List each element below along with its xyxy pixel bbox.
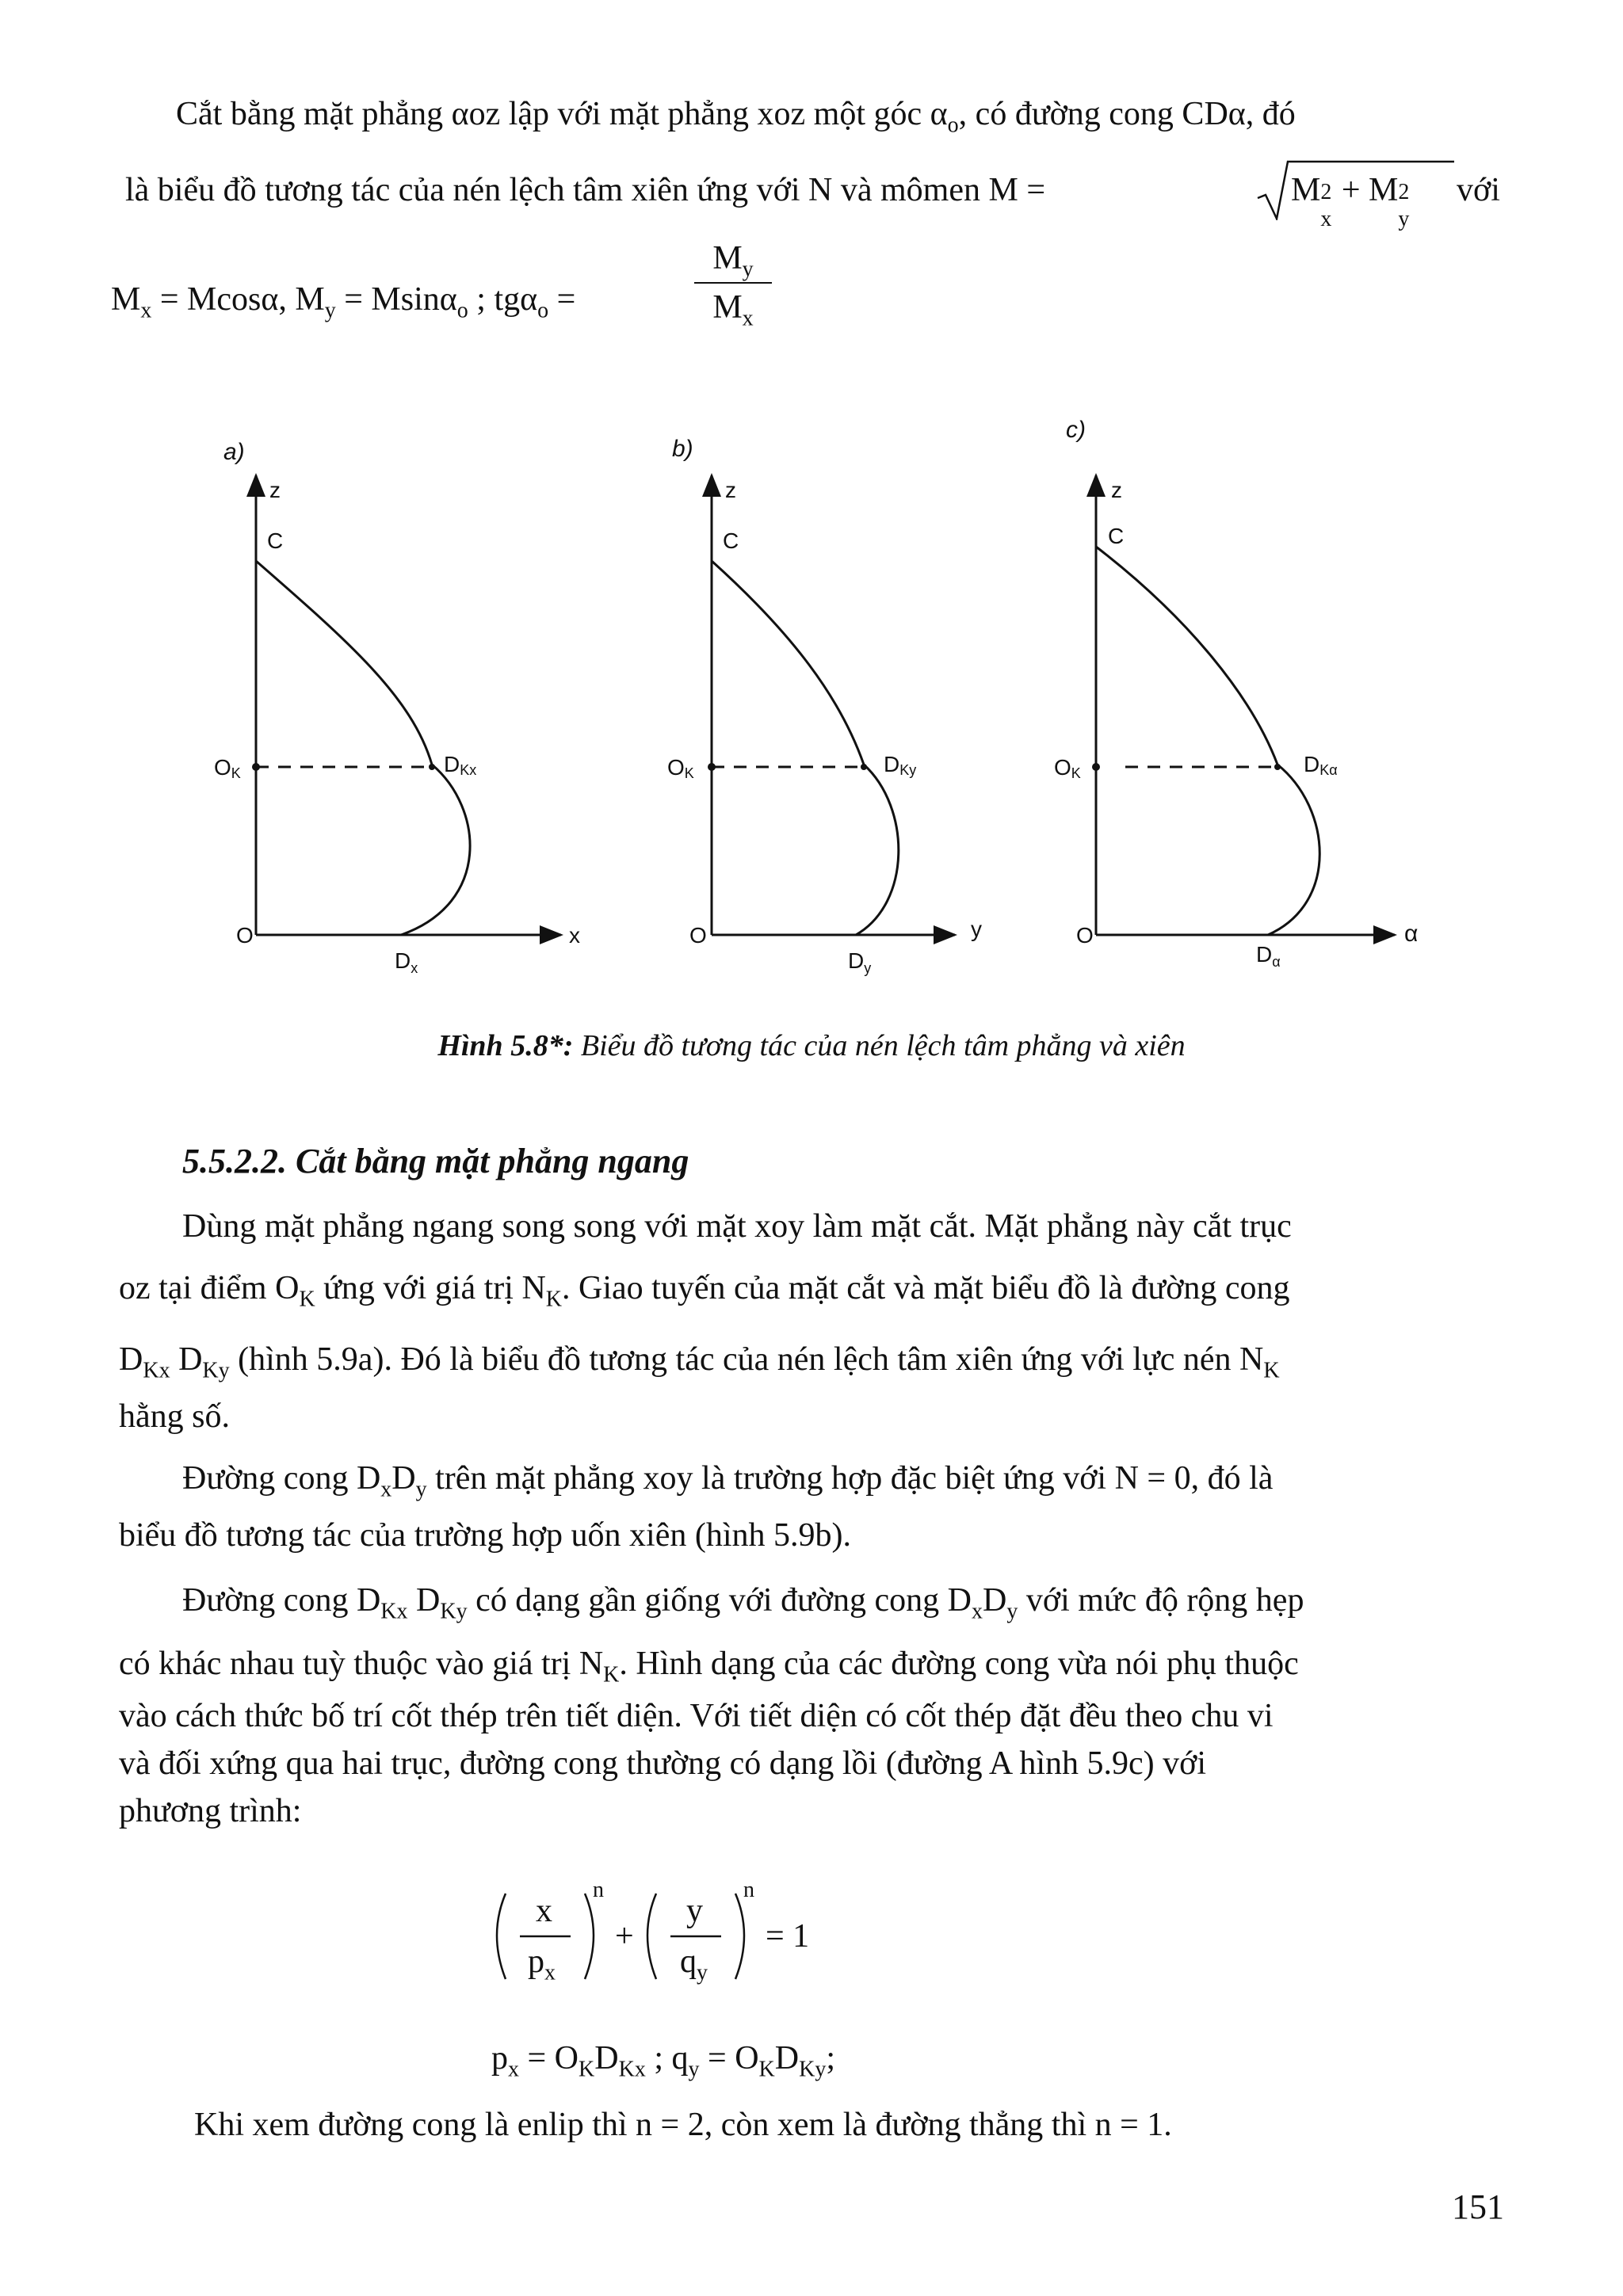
- panel-a-ok-point: [252, 763, 260, 771]
- p2-line-1: [182, 1458, 1274, 1502]
- p1-l3c: (hình 5.9a). Đó là biểu đồ tương tác của nén lệch tâm xiên ứng với lực nén N: [229, 1341, 1264, 1378]
- panel-b-ok-point: [708, 763, 716, 771]
- p1-l2-sub2: K: [545, 1287, 563, 1312]
- p3-l1c: có dạng gần giống với đường cong D: [467, 1582, 972, 1619]
- eq-n-2: n: [743, 1878, 754, 1902]
- p3-l1-sub3: x: [972, 1599, 983, 1624]
- p1-line-2: [119, 1268, 1290, 1312]
- eq-x: x: [536, 1893, 552, 1929]
- panel-b-curve: [712, 561, 899, 935]
- panel-a-dk-label: DKx: [444, 752, 477, 778]
- mx-label-sub: x: [140, 298, 152, 323]
- p3-l1-sub4: y: [1006, 1599, 1018, 1624]
- panel-c-ok-label: OK: [1054, 755, 1081, 781]
- def-g: ;: [826, 2040, 836, 2077]
- def-d-sub: y: [688, 2057, 700, 2082]
- eq-plus: +: [615, 1918, 634, 1955]
- def-f-sub: Ky: [799, 2057, 827, 2082]
- panel-b: [667, 436, 982, 976]
- panel-c-c-label: C: [1108, 524, 1125, 548]
- p1-l2c: . Giao tuyến của mặt cắt và mặt biểu đồ là đường cong: [562, 1270, 1290, 1306]
- frac-den-sub: x: [742, 306, 754, 331]
- intro-line-1-text: Cắt bằng mặt phẳng αoz lập với mặt phẳng xoz một góc α: [176, 96, 948, 132]
- panel-c-curve: [1096, 547, 1319, 935]
- mcos-text: = Mcosα, M: [151, 281, 325, 318]
- equals-text: =: [548, 281, 576, 318]
- p1-l2a: oz tại điểm O: [119, 1270, 300, 1306]
- tg-sub: o: [537, 298, 549, 323]
- p3-line-3: [119, 1695, 1274, 1737]
- panel-c-ok-point: [1092, 763, 1100, 771]
- p1-l2b: ứng với giá trị N: [315, 1270, 546, 1306]
- panel-c-tag: c): [1066, 417, 1086, 443]
- intro-line-2-text: là biểu đồ tương tác của nén lệch tâm xiên ứng với N và mômen M =: [125, 172, 1046, 208]
- p3-l1e: với mức độ rộng hẹp: [1018, 1582, 1304, 1619]
- mx-label: M: [111, 281, 141, 318]
- figure-caption: [0, 1028, 1623, 1063]
- def-e: = O: [699, 2040, 759, 2077]
- p3-l2-sub: K: [603, 1662, 620, 1688]
- eq-n-1: n: [593, 1878, 604, 1902]
- intro-line-3: [111, 279, 576, 323]
- p3-l1d: D: [983, 1582, 1007, 1619]
- panel-a-ok-label: OK: [214, 755, 241, 781]
- intro-line-1-sub: o: [947, 113, 959, 138]
- p1-line-1: [182, 1206, 1292, 1247]
- p3-l1-sub2: Ky: [440, 1599, 468, 1624]
- def-b-sub: K: [579, 2057, 595, 2082]
- panel-a: [214, 439, 580, 976]
- p3-line-4: [119, 1743, 1206, 1784]
- p3-line-1: [182, 1580, 1304, 1624]
- panel-a-dk-point: [429, 764, 435, 770]
- def-c-sub: Kx: [618, 2057, 646, 2082]
- p3-l1-sub1: Kx: [380, 1599, 408, 1624]
- intro-line-2: [125, 170, 1045, 211]
- panel-c-dk-label: DKα: [1304, 752, 1338, 778]
- panel-b-z-label: z: [725, 478, 736, 502]
- panel-a-x-label: x: [569, 923, 580, 948]
- frac-den: M: [712, 289, 743, 326]
- panel-b-y-label: y: [971, 917, 982, 941]
- panel-b-dk-label: DKy: [884, 752, 917, 778]
- panel-c-o-label: O: [1076, 923, 1094, 948]
- p1-l3b: D: [170, 1341, 203, 1378]
- p3-l2b: . Hình dạng của các đường cong vừa nói phụ thuộc: [619, 1646, 1299, 1682]
- p3-line-3-text: vào cách thức bố trí cốt thép trên tiết diện. Với tiết diện có cốt thép đặt đều theo chu vi: [119, 1698, 1274, 1734]
- fraction-bar: [694, 282, 772, 284]
- p1-l3-sub3: K: [1263, 1358, 1280, 1383]
- p1-l3-sub1: Kx: [143, 1358, 170, 1383]
- tg-text: ; tgα: [468, 281, 538, 318]
- panel-b-o-label: O: [689, 923, 707, 948]
- intro-line-1: [176, 93, 1296, 138]
- def-a: p: [491, 2040, 508, 2077]
- p3-line-4-text: và đối xứng qua hai trục, đường cong thường có dạng lồi (đường A hình 5.9c) với: [119, 1745, 1207, 1782]
- p1-line-3: [119, 1339, 1280, 1383]
- p2-l1c: trên mặt phẳng xoy là trường hợp đặc biệt ứng với N = 0, đó là: [426, 1460, 1274, 1497]
- def-b: = O: [519, 2040, 579, 2077]
- equation: [483, 1878, 848, 1997]
- interaction-diagram-figure: [0, 396, 1623, 998]
- panel-a-z-label: z: [269, 478, 281, 502]
- p2-l1b: D: [391, 1460, 416, 1497]
- p1-line-4: [119, 1396, 230, 1437]
- p1-l3-sub2: Ky: [202, 1358, 230, 1383]
- panel-b-c-label: C: [723, 528, 739, 553]
- radicand-mx: M: [1291, 172, 1321, 208]
- p2-l1a: Đường cong D: [182, 1460, 381, 1497]
- p1-l2-sub1: K: [299, 1287, 315, 1312]
- intro-line-1-end: , có đường cong CDα, đó: [958, 96, 1296, 132]
- last-line: [194, 2104, 1172, 2145]
- page-number: 151: [1452, 2187, 1504, 2226]
- def-c: D: [594, 2040, 619, 2077]
- section-heading: 5.5.2.2. Cắt bằng mặt phẳng ngang: [182, 1142, 689, 1180]
- panel-b-ok-label: OK: [667, 755, 694, 781]
- p3-l1b: D: [407, 1582, 441, 1619]
- def-a-sub: x: [508, 2057, 519, 2082]
- frac-num-sub: y: [742, 257, 754, 282]
- p1-line-4-text: hằng số.: [119, 1398, 230, 1435]
- panel-a-o-label: O: [236, 923, 254, 948]
- eq-rhs: = 1: [766, 1918, 810, 1955]
- figure-caption-text: Biểu đồ tương tác của nén lệch tâm phẳng và xiên: [573, 1029, 1186, 1062]
- p2-line-2: [119, 1515, 851, 1556]
- panel-c-dk-point: [1274, 764, 1281, 770]
- msin-sub: o: [456, 298, 468, 323]
- def-d: ; q: [645, 2040, 689, 2077]
- p3-l1a: Đường cong D: [182, 1582, 381, 1619]
- eq-px: $p_x$: [528, 1943, 556, 1985]
- radicand-my: + M: [1333, 172, 1399, 208]
- panel-c-alpha-label: α: [1404, 921, 1419, 947]
- tg-fraction: [689, 238, 777, 331]
- eq-y: y: [686, 1893, 703, 1929]
- definition-line: [491, 2038, 836, 2082]
- panel-c-d-label: $D_\alpha$: [1256, 942, 1281, 970]
- p2-l1-sub1: x: [380, 1477, 392, 1502]
- panel-a-curve: [256, 561, 470, 935]
- msin-text: = Msinα: [335, 281, 457, 318]
- p3-line-2: [119, 1643, 1299, 1688]
- p1-line-1-text: Dùng mặt phẳng ngang song song với mặt xoy làm mặt cắt. Mặt phẳng này cắt trục: [182, 1208, 1292, 1245]
- panel-a-tag: a): [223, 439, 245, 465]
- frac-num: M: [712, 240, 743, 277]
- my-label-sub: y: [324, 298, 336, 323]
- panel-b-dk-point: [861, 764, 867, 770]
- panel-b-d-label: $D_y$: [848, 948, 872, 976]
- eq-qy: $q_y$: [680, 1943, 708, 1985]
- panel-c: [1054, 417, 1418, 970]
- p3-line-5-text: phương trình:: [119, 1793, 302, 1829]
- p3-l2a: có khác nhau tuỳ thuộc vào giá trị N: [119, 1646, 604, 1682]
- panel-a-c-label: C: [267, 528, 284, 553]
- p1-l3a: D: [119, 1341, 143, 1378]
- panel-c-z-label: z: [1111, 478, 1122, 502]
- intro-line-2-with: với: [1457, 172, 1500, 208]
- def-f: D: [774, 2040, 800, 2077]
- last-line-text: Khi xem đường cong là enlip thì n = 2, còn xem là đường thẳng thì n = 1.: [194, 2107, 1172, 2143]
- figure-caption-label: Hình 5.8*:: [437, 1029, 574, 1062]
- p3-line-5: [119, 1791, 301, 1832]
- panel-a-d-label: $D_x$: [395, 948, 418, 976]
- p2-line-2-text: biểu đồ tương tác của trường hợp uốn xiên (hình 5.9b).: [119, 1517, 851, 1554]
- sqrt-expression: M 2 x + M 2 y: [1256, 157, 1454, 220]
- intro-line-2-end: [1457, 170, 1500, 211]
- panel-b-tag: b): [672, 436, 693, 462]
- def-e-sub: K: [758, 2057, 775, 2082]
- p2-l1-sub2: y: [415, 1477, 427, 1502]
